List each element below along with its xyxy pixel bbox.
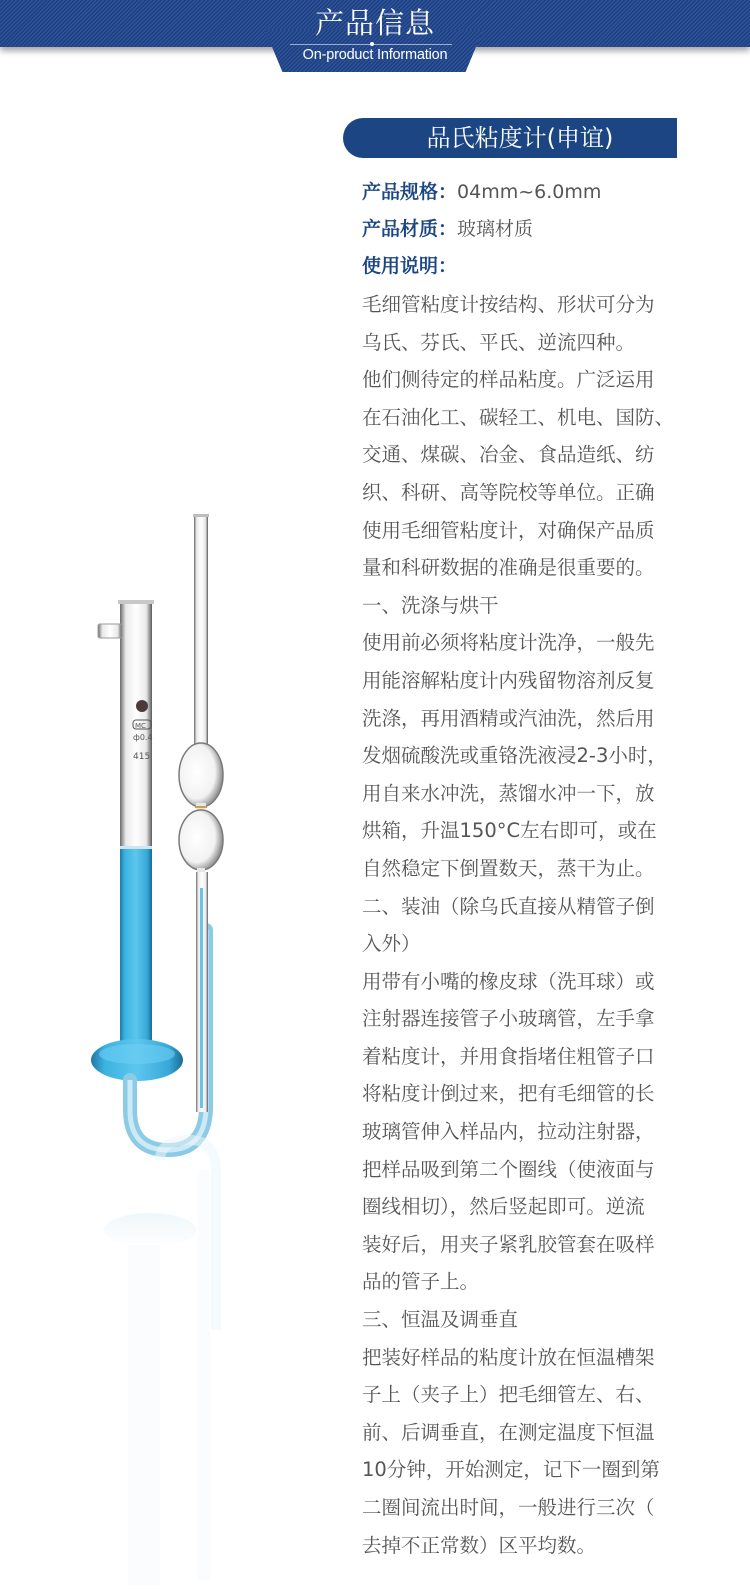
spec-material-value: 玻璃材质 xyxy=(457,218,534,240)
spec-instructions xyxy=(362,248,457,285)
text-line: 他们侧待定的样品粘度。广泛运用 xyxy=(362,368,655,392)
text-line: 毛细管粘度计按结构、形状可分为 xyxy=(362,293,655,316)
text-line: 玻璃管伸入样品内，拉动注射器， xyxy=(362,1120,655,1144)
usage-instructions-text xyxy=(362,286,702,1564)
section-title: 产品信息 xyxy=(314,6,435,40)
text-line: 圈线相切），然后竖起即可。逆流 xyxy=(362,1195,645,1219)
text-line: 二圈间流出时间，一般进行三次（ xyxy=(362,1496,655,1519)
text-line: 在石油化工、碳轻工、机电、国防、 xyxy=(362,405,675,429)
text-line: 量和科研数据的准确是很重要的。 xyxy=(362,556,655,580)
text-line: 发烟硫酸洗或重铬洗液浸2-3小时， xyxy=(362,744,667,768)
text-line: 织、科研、高等院校等单位。正确 xyxy=(362,480,655,504)
section-heading-filling: 二、装油（除乌氏直接从精管子倒 xyxy=(362,894,655,918)
text-line: 交通、煤碳、冶金、食品造纸、纺 xyxy=(362,443,655,467)
text-line: 去掉不正常数）区平均数。 xyxy=(362,1533,597,1557)
text-line: 洗涤，再用酒精或汽油洗，然后用 xyxy=(362,706,655,730)
text-line: 把样品吸到第二个圈线（使液面与 xyxy=(362,1157,655,1181)
svg-text:MC: MC xyxy=(135,722,146,730)
section-heading-cleaning: 一、洗涤与烘干 xyxy=(362,593,499,617)
text-line: 使用毛细管粘度计，对确保产品质 xyxy=(362,518,655,542)
text-line: 使用前必须将粘度计洗净，一般先 xyxy=(362,631,655,655)
text-line: 10分钟，开始测定，记下一圈到第 xyxy=(362,1458,660,1482)
text-line: 将粘度计倒过来，把有毛细管的长 xyxy=(362,1082,655,1106)
spec-size-label: 产品规格： xyxy=(362,181,458,203)
spec-size-value: 04mm~6.0mm xyxy=(457,181,602,203)
text-line: 用能溶解粘度计内残留物溶剂反复 xyxy=(362,668,655,692)
text-line: 入外） xyxy=(362,932,421,956)
product-title-bar: 品氏粘度计(申谊) xyxy=(343,118,677,158)
text-line: 前、后调垂直，在测定温度下恒温 xyxy=(362,1420,655,1444)
spec-material-label: 产品材质： xyxy=(362,218,458,240)
spec-instructions-label: 使用说明： xyxy=(362,255,458,277)
text-line: 乌氏、芬氏、平氏、逆流四种。 xyxy=(362,330,636,354)
text-line: 用自来水冲洗，蒸馏水冲一下，放 xyxy=(362,781,655,805)
section-subtitle: On-product Information xyxy=(302,47,448,63)
text-line: 把装好样品的粘度计放在恒温槽架 xyxy=(362,1345,655,1369)
section-heading-thermostat: 三、恒温及调垂直 xyxy=(362,1308,519,1332)
text-line: 装好后，用夹子紧乳胶管套在吸样 xyxy=(362,1232,655,1256)
svg-text:415: 415 xyxy=(133,752,151,762)
text-line: 烘箱，升温150°C左右即可，或在 xyxy=(362,819,657,843)
spec-size xyxy=(362,174,601,211)
text-line: 品的管子上。 xyxy=(362,1270,480,1294)
text-line: 子上（夹子上）把毛细管左、右、 xyxy=(362,1383,655,1407)
viscometer-product-image xyxy=(80,510,240,1589)
text-line: 用带有小嘴的橡皮球（洗耳球）或 xyxy=(362,969,655,993)
svg-text:ф0.4: ф0.4 xyxy=(133,733,153,742)
text-line: 注射器连接管子小玻璃管，左手拿 xyxy=(362,1007,655,1031)
text-line: 着粘度计，并用食指堵住粗管子口 xyxy=(362,1044,655,1068)
text-line: 自然稳定下倒置数天，蒸干为止。 xyxy=(362,856,655,880)
spec-material xyxy=(362,211,533,248)
